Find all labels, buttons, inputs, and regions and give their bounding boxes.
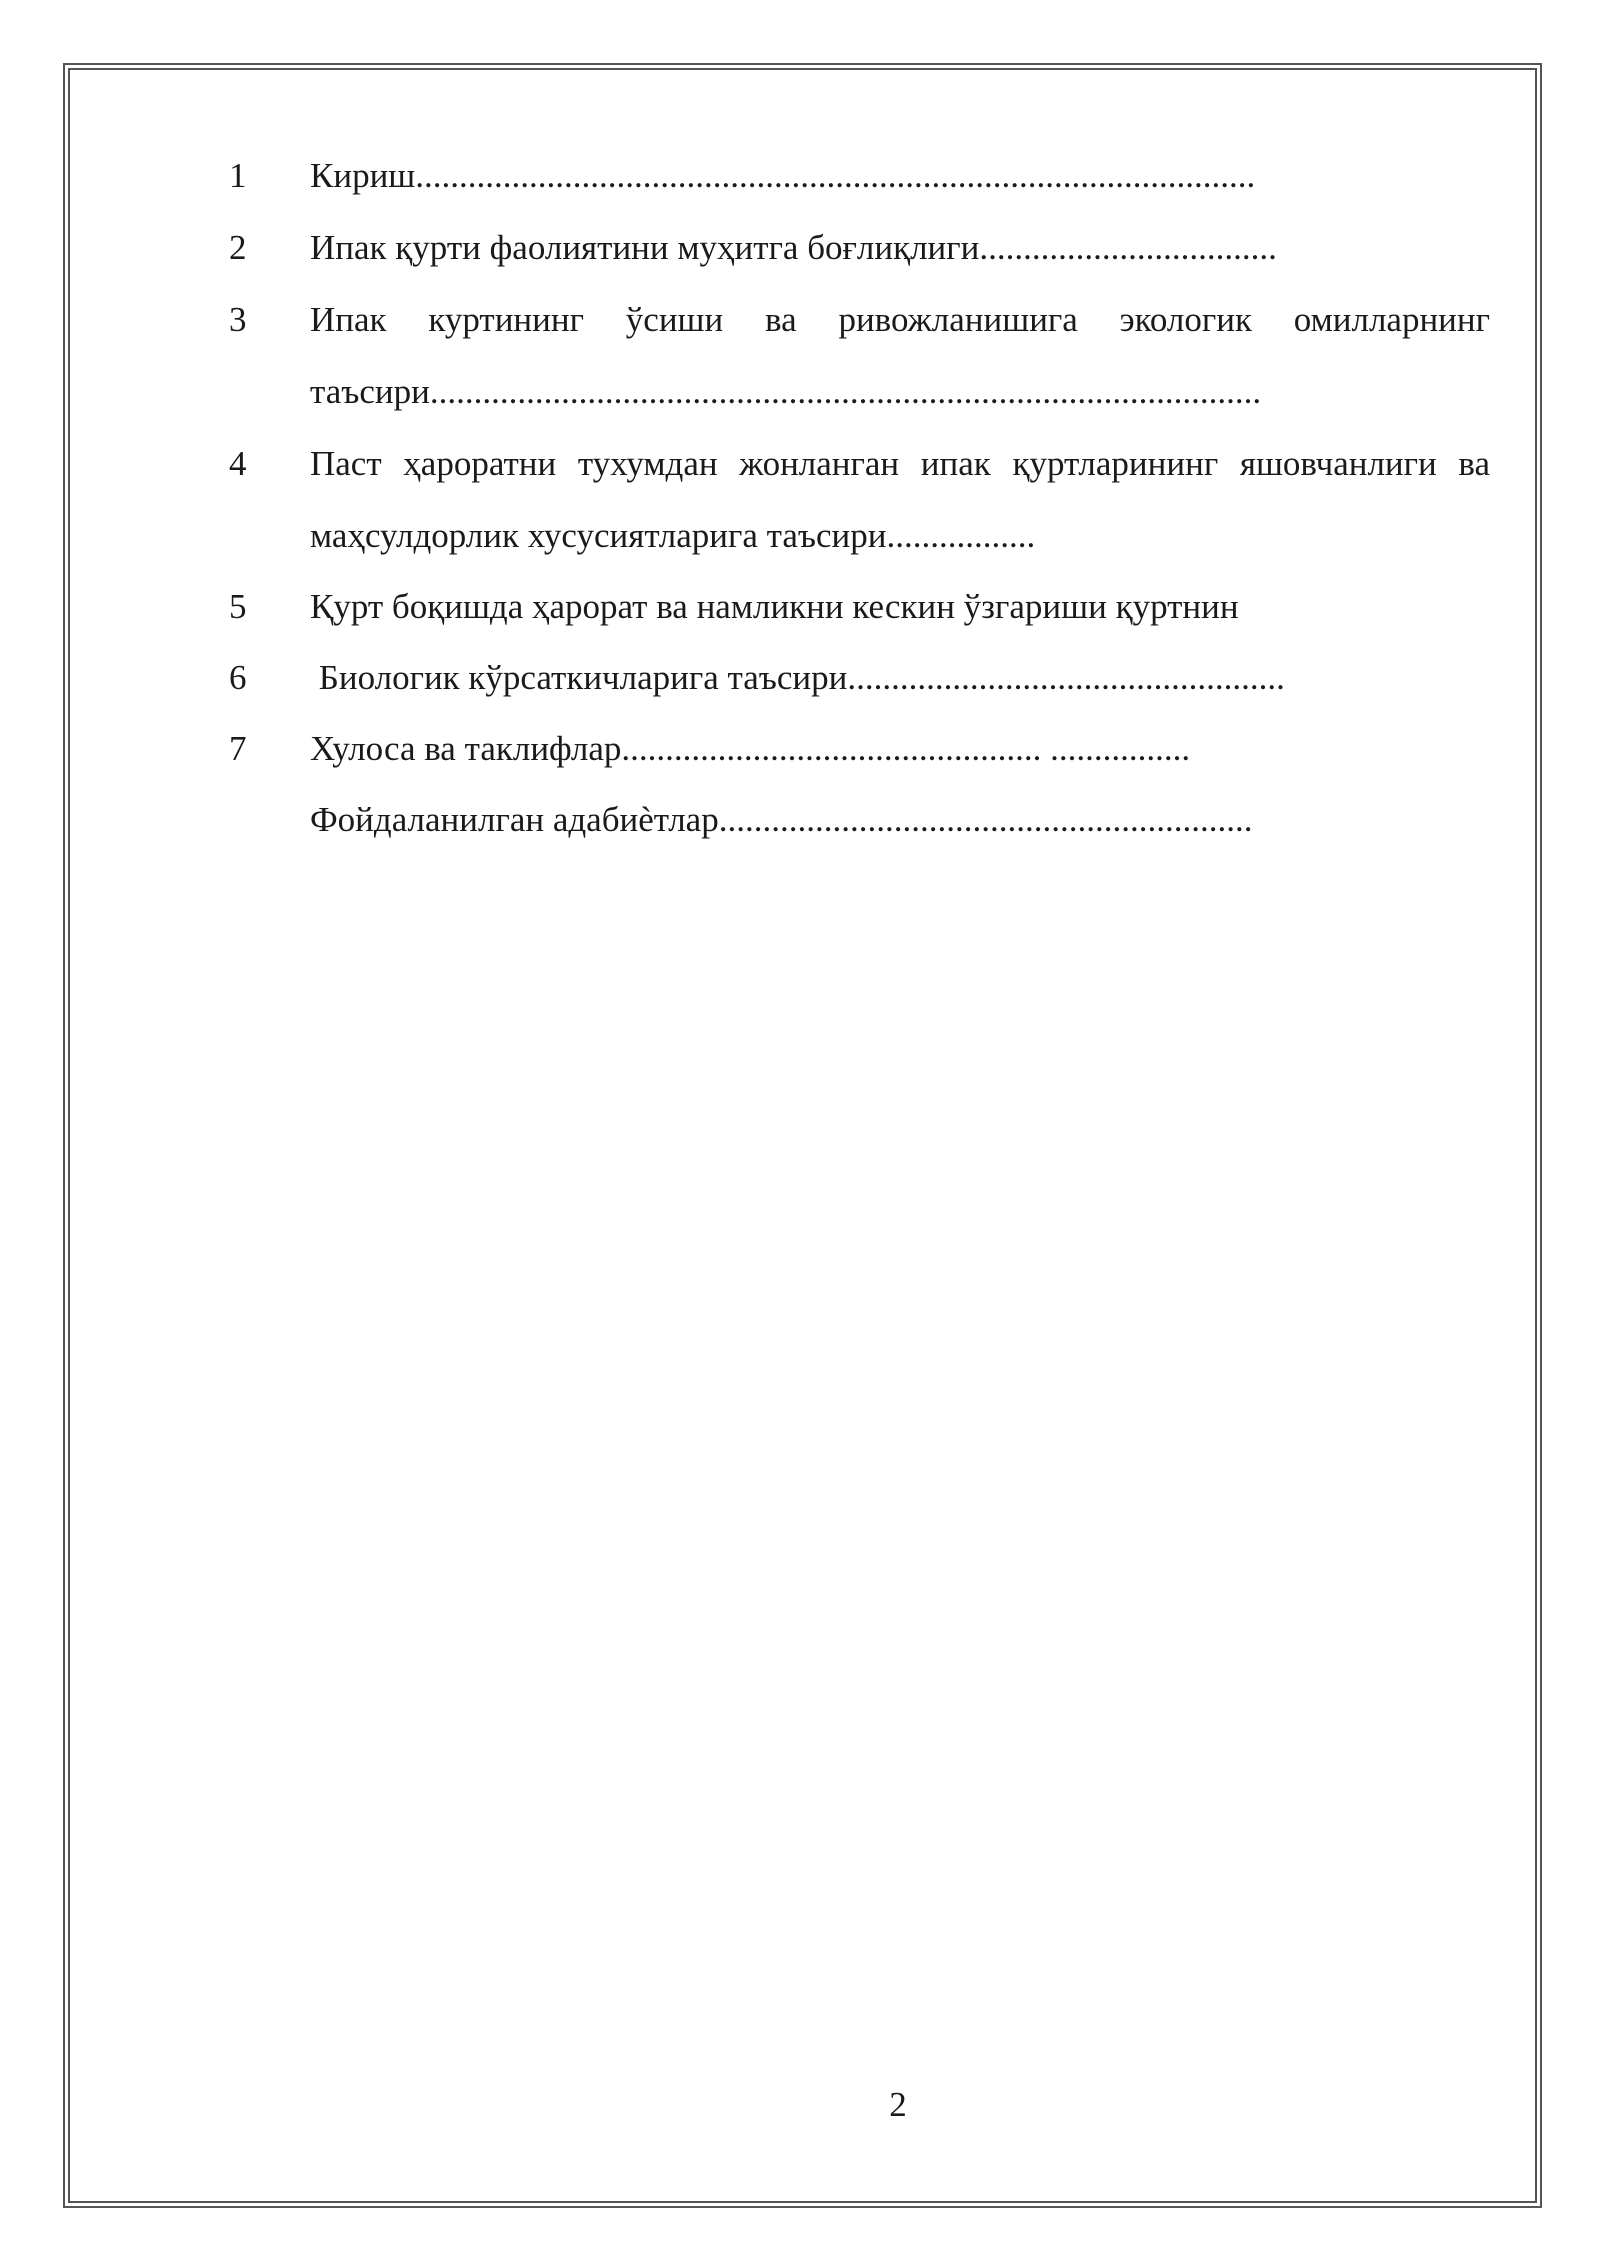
toc-entry-number: 1 [229, 156, 247, 195]
toc-entry-number: 5 [229, 587, 247, 626]
toc-entry-title: Ипак қурти фаолиятини муҳитга боғлиқлиги.................................. [310, 228, 1277, 267]
toc-entry-4 [0, 444, 1600, 504]
toc-entry-7 [0, 729, 1600, 789]
toc-entry-title: Ипак куртининг ўсиши ва ривожланишига экологик омилларнинг [310, 300, 1490, 339]
toc-entry-4-continued [0, 516, 1600, 576]
toc-entry-5 [0, 587, 1600, 647]
toc-entry-2 [0, 228, 1600, 288]
toc-entry-number: 4 [229, 444, 247, 483]
toc-entry-number: 6 [229, 658, 247, 697]
toc-entry-title: Паст ҳароратни тухумдан жонланган ипак қуртларининг яшовчанлиги ва [310, 444, 1490, 483]
toc-entry-title: Биологик кўрсаткичларига таъсири.................................................. [310, 658, 1285, 697]
toc-entry-1 [0, 156, 1600, 216]
page-number: 2 [889, 2085, 907, 2124]
toc-entry-6 [0, 658, 1600, 718]
toc-entry-number: 2 [229, 228, 247, 267]
toc-entry-title: Хулоса ва таклифлар................................................ ................ [310, 729, 1191, 768]
toc-entry-references [0, 800, 1600, 860]
toc-entry-3 [0, 300, 1600, 360]
toc-entry-title-continued: таъсири............................................................................................... [310, 372, 1262, 411]
toc-entry-number: 7 [229, 729, 247, 768]
toc-entry-title: Кириш................................................................................................ [310, 156, 1256, 195]
toc-entry-number: 3 [229, 300, 247, 339]
toc-entry-title-continued: маҳсулдорлик хусусиятларига таъсири................. [310, 516, 1036, 555]
toc-entry-title: Қурт боқишда ҳарорат ва намликни кескин ўзгариши қуртнин [310, 587, 1239, 626]
toc-entry-3-continued [0, 372, 1600, 432]
toc-entry-title: Фойдаланилган адабиѐтлар............................................................. [310, 800, 1253, 839]
